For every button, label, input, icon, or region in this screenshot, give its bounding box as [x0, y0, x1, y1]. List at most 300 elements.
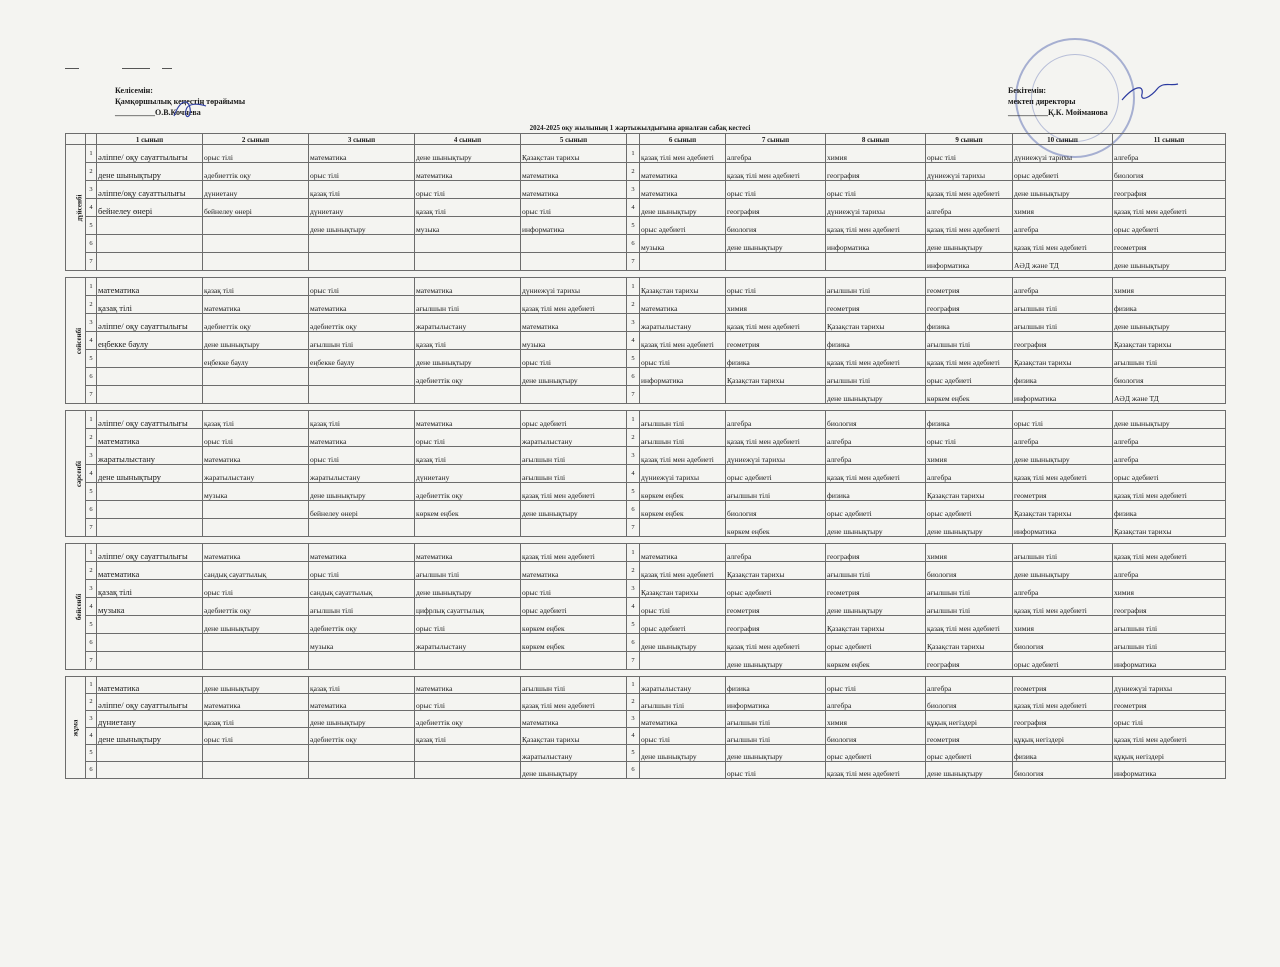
subject-cell: әдебиеттік оқу	[309, 314, 415, 332]
subject-cell	[521, 519, 627, 537]
separator-cell	[521, 670, 627, 677]
separator-cell	[1013, 670, 1113, 677]
table-row	[66, 411, 1226, 429]
day-separator	[66, 404, 1226, 411]
subject-cell: орыс әдебиеті	[521, 598, 627, 616]
table-row	[66, 332, 1226, 350]
table-row	[66, 145, 1226, 163]
subject-cell: ағылшын тілі	[726, 711, 826, 728]
lesson-number: 2	[627, 296, 640, 314]
subject-cell	[97, 519, 203, 537]
subject-cell: ағылшын тілі	[521, 447, 627, 465]
subject-cell: қазақ тілі мен әдебиеті	[1013, 235, 1113, 253]
subject-cell: алгебра	[826, 447, 926, 465]
subject-cell: химия	[1113, 580, 1226, 598]
subject-cell	[521, 652, 627, 670]
subject-cell: қазақ тілі мен әдебиеті	[1113, 544, 1226, 562]
subject-cell: география	[826, 163, 926, 181]
subject-cell: орыс тілі	[415, 616, 521, 634]
lesson-number: 2	[86, 163, 97, 181]
subject-cell: дене шынықтыру	[97, 163, 203, 181]
lesson-number: 6	[627, 762, 640, 779]
approval-right	[1008, 85, 1108, 118]
subject-cell: алгебра	[1013, 429, 1113, 447]
table-row	[66, 580, 1226, 598]
separator-cell	[97, 670, 203, 677]
subject-cell	[415, 519, 521, 537]
lesson-number: 6	[627, 368, 640, 386]
subject-cell: құқық негіздері	[1113, 745, 1226, 762]
subject-cell: биология	[726, 501, 826, 519]
subject-cell: көркем еңбек	[415, 501, 521, 519]
lesson-number: 3	[86, 711, 97, 728]
table-row	[66, 762, 1226, 779]
subject-cell: дене шынықтыру	[309, 217, 415, 235]
subject-cell: орыс әдебиеті	[926, 501, 1013, 519]
lesson-number: 2	[627, 163, 640, 181]
subject-cell: математика	[97, 677, 203, 694]
subject-cell: орыс тілі	[521, 199, 627, 217]
table-row	[66, 386, 1226, 404]
lesson-number: 4	[627, 465, 640, 483]
separator-cell	[926, 404, 1013, 411]
subject-cell: жаратылыстану	[309, 465, 415, 483]
subject-cell: математика	[521, 181, 627, 199]
subject-cell	[203, 652, 309, 670]
subject-cell: алгебра	[1113, 562, 1226, 580]
subject-cell: алгебра	[1013, 278, 1113, 296]
subject-cell: Қазақстан тарихы	[926, 634, 1013, 652]
lesson-number: 6	[627, 501, 640, 519]
subject-cell: биология	[826, 411, 926, 429]
separator-cell	[926, 537, 1013, 544]
lesson-number: 7	[86, 253, 97, 271]
subject-cell: дене шынықтыру	[415, 580, 521, 598]
subject-cell: биология	[926, 694, 1013, 711]
day-name: жұма	[71, 719, 80, 736]
table-row	[66, 634, 1226, 652]
table-row	[66, 711, 1226, 728]
subject-cell: дене шынықтыру	[309, 711, 415, 728]
lesson-number: 3	[86, 580, 97, 598]
subject-cell: қазақ тілі мен әдебиеті	[521, 544, 627, 562]
subject-cell: Қазақстан тарихы	[826, 616, 926, 634]
subject-cell	[97, 483, 203, 501]
separator-cell	[309, 271, 415, 278]
subject-cell: дүниетану	[97, 711, 203, 728]
subject-cell: ағылшын тілі	[1013, 296, 1113, 314]
subject-cell: әдебиеттік оқу	[415, 711, 521, 728]
separator-cell	[726, 271, 826, 278]
subject-cell: Қазақстан тарихы	[640, 278, 726, 296]
separator-cell	[415, 404, 521, 411]
subject-cell: геометрия	[1113, 235, 1226, 253]
lesson-number: 4	[86, 728, 97, 745]
table-row	[66, 217, 1226, 235]
subject-cell	[203, 745, 309, 762]
subject-cell	[97, 762, 203, 779]
subject-cell: информатика	[1113, 652, 1226, 670]
subject-cell: орыс әдебиеті	[826, 745, 926, 762]
subject-cell: орыс әдебиеті	[1013, 652, 1113, 670]
subject-cell: дене шынықтыру	[640, 745, 726, 762]
separator-cell	[86, 537, 97, 544]
separator-cell	[1113, 271, 1226, 278]
subject-cell: орыс тілі	[1013, 411, 1113, 429]
subject-cell: Қазақстан тарихы	[726, 368, 826, 386]
separator-cell	[521, 537, 627, 544]
subject-cell: химия	[726, 296, 826, 314]
separator-cell	[627, 271, 640, 278]
subject-cell: қазақ тілі мен әдебиеті	[640, 145, 726, 163]
subject-cell: қазақ тілі мен әдебиеті	[1113, 483, 1226, 501]
subject-cell: орыс тілі	[521, 580, 627, 598]
subject-cell: қазақ тілі мен әдебиеті	[1113, 199, 1226, 217]
approval-left-line2: Қамқоршылық кеңестің төрайымы	[115, 97, 246, 106]
subject-cell: алгебра	[1013, 580, 1113, 598]
subject-cell: химия	[826, 711, 926, 728]
table-row	[66, 350, 1226, 368]
subject-cell	[97, 745, 203, 762]
lesson-number: 4	[86, 598, 97, 616]
header-row	[66, 134, 1226, 145]
separator-cell	[826, 670, 926, 677]
subject-cell: бейнелеу өнері	[97, 199, 203, 217]
subject-cell: қазақ тілі мен әдебиеті	[521, 694, 627, 711]
lesson-number: 5	[86, 350, 97, 368]
subject-cell: сандық сауаттылық	[309, 580, 415, 598]
subject-cell: дене шынықтыру	[726, 745, 826, 762]
lesson-number: 1	[627, 677, 640, 694]
subject-cell: математика	[203, 447, 309, 465]
subject-cell: география	[1013, 332, 1113, 350]
subject-cell: Қазақстан тарихы	[640, 580, 726, 598]
subject-cell: орыс тілі	[926, 429, 1013, 447]
subject-cell: дене шынықтыру	[309, 483, 415, 501]
subject-cell: қазақ тілі мен әдебиеті	[640, 562, 726, 580]
subject-cell: әліппе/ оқу сауаттылығы	[97, 314, 203, 332]
subject-cell: қазақ тілі	[203, 278, 309, 296]
lesson-number: 6	[86, 235, 97, 253]
subject-cell	[309, 386, 415, 404]
lesson-number: 5	[86, 483, 97, 501]
separator-cell	[203, 404, 309, 411]
subject-cell: орыс тілі	[203, 145, 309, 163]
subject-cell: еңбекке баулу	[309, 350, 415, 368]
subject-cell: Қазақстан тарихы	[826, 314, 926, 332]
subject-cell: алгебра	[826, 429, 926, 447]
subject-cell: геометрия	[926, 728, 1013, 745]
subject-cell: дене шынықтыру	[415, 145, 521, 163]
subject-cell: информатика	[521, 217, 627, 235]
subject-cell: қазақ тілі мен әдебиеті	[1013, 694, 1113, 711]
subject-cell: ағылшын тілі	[640, 694, 726, 711]
subject-cell: Қазақстан тарихы	[521, 145, 627, 163]
separator-cell	[640, 537, 726, 544]
subject-cell: қазақ тілі мен әдебиеті	[726, 429, 826, 447]
subject-cell: орыс тілі	[415, 181, 521, 199]
approval-right-line3: __________Қ.К. Мойманова	[1008, 108, 1108, 117]
subject-cell: жаратылыстану	[521, 745, 627, 762]
separator-cell	[826, 404, 926, 411]
subject-cell: математика	[521, 314, 627, 332]
subject-cell: орыс тілі	[309, 278, 415, 296]
subject-cell: математика	[521, 562, 627, 580]
subject-cell	[97, 634, 203, 652]
col-header: 10 сынып	[1013, 134, 1113, 145]
subject-cell	[309, 235, 415, 253]
subject-cell	[309, 368, 415, 386]
subject-cell: география	[826, 544, 926, 562]
subject-cell: геометрия	[1113, 694, 1226, 711]
lesson-number: 2	[86, 296, 97, 314]
col-header	[627, 134, 640, 145]
subject-cell	[415, 235, 521, 253]
separator-cell	[627, 537, 640, 544]
subject-cell: қазақ тілі мен әдебиеті	[826, 762, 926, 779]
lesson-number: 1	[86, 145, 97, 163]
separator-cell	[726, 537, 826, 544]
approval-left-line1: Келісемін:	[115, 86, 153, 95]
subject-cell	[726, 253, 826, 271]
separator-cell	[203, 271, 309, 278]
lesson-number: 3	[627, 580, 640, 598]
subject-cell: бейнелеу өнері	[203, 199, 309, 217]
subject-cell	[415, 745, 521, 762]
subject-cell: геометрия	[826, 296, 926, 314]
subject-cell: дүниетану	[309, 199, 415, 217]
subject-cell: қазақ тілі	[415, 199, 521, 217]
subject-cell: қазақ тілі	[415, 447, 521, 465]
subject-cell: биология	[926, 562, 1013, 580]
subject-cell: музыка	[521, 332, 627, 350]
subject-cell: математика	[203, 694, 309, 711]
day-separator	[66, 271, 1226, 278]
lesson-number: 3	[86, 181, 97, 199]
day-name: сәрсенбі	[74, 460, 83, 487]
lesson-number: 6	[86, 501, 97, 519]
subject-cell: ағылшын тілі	[826, 278, 926, 296]
subject-cell: математика	[309, 296, 415, 314]
lesson-number: 5	[627, 745, 640, 762]
lesson-number: 5	[627, 350, 640, 368]
subject-cell: физика	[926, 314, 1013, 332]
separator-cell	[97, 537, 203, 544]
subject-cell: көркем еңбек	[640, 501, 726, 519]
table-row	[66, 429, 1226, 447]
subject-cell: қазақ тілі	[203, 411, 309, 429]
subject-cell: қазақ тілі мен әдебиеті	[1113, 728, 1226, 745]
subject-cell: математика	[309, 429, 415, 447]
subject-cell: қазақ тілі мен әдебиеті	[926, 217, 1013, 235]
subject-cell: орыс әдебиеті	[1113, 217, 1226, 235]
table-row	[66, 181, 1226, 199]
subject-cell: дене шынықтыру	[1013, 181, 1113, 199]
subject-cell: дүниежүзі тарихы	[726, 447, 826, 465]
subject-cell	[97, 652, 203, 670]
subject-cell	[726, 386, 826, 404]
day-name: сейсенбі	[75, 327, 84, 354]
separator-cell	[826, 271, 926, 278]
subject-cell: орыс әдебиеті	[926, 745, 1013, 762]
subject-cell: ағылшын тілі	[521, 465, 627, 483]
subject-cell	[309, 652, 415, 670]
subject-cell: математика	[415, 677, 521, 694]
separator-cell	[1013, 271, 1113, 278]
subject-cell: физика	[826, 483, 926, 501]
separator-cell	[66, 404, 86, 411]
subject-cell: әліппе/ оқу сауаттылығы	[97, 411, 203, 429]
subject-cell: математика	[640, 163, 726, 181]
subject-cell	[97, 368, 203, 386]
subject-cell: орыс әдебиеті	[1113, 465, 1226, 483]
day-name: бейсенбі	[75, 593, 84, 620]
col-header: 8 сынып	[826, 134, 926, 145]
subject-cell: орыс әдебиеті	[726, 580, 826, 598]
lesson-number: 7	[627, 519, 640, 537]
subject-cell: ағылшын тілі	[1113, 350, 1226, 368]
subject-cell: ағылшын тілі	[521, 677, 627, 694]
table-row	[66, 483, 1226, 501]
lesson-number: 6	[86, 634, 97, 652]
subject-cell: физика	[1013, 745, 1113, 762]
lesson-number: 3	[627, 447, 640, 465]
subject-cell: орыс әдебиеті	[640, 217, 726, 235]
subject-cell: дүниежүзі тарихы	[1013, 145, 1113, 163]
lesson-number: 7	[627, 652, 640, 670]
lesson-number: 3	[627, 711, 640, 728]
table-row	[66, 465, 1226, 483]
subject-cell: информатика	[1013, 519, 1113, 537]
subject-cell: математика	[521, 163, 627, 181]
subject-cell: ағылшын тілі	[726, 728, 826, 745]
subject-cell: биология	[1113, 368, 1226, 386]
subject-cell: дүниежүзі тарихы	[1113, 677, 1226, 694]
lesson-number: 2	[86, 429, 97, 447]
lesson-number: 1	[86, 677, 97, 694]
subject-cell: география	[726, 616, 826, 634]
subject-cell: дене шынықтыру	[640, 199, 726, 217]
lesson-number: 4	[627, 598, 640, 616]
table-row	[66, 544, 1226, 562]
lesson-number: 2	[86, 694, 97, 711]
subject-cell: орыс тілі	[203, 580, 309, 598]
lesson-number: 1	[86, 544, 97, 562]
schedule-table	[65, 133, 1226, 779]
col-header: 1 сынып	[97, 134, 203, 145]
subject-cell: құқық негіздері	[926, 711, 1013, 728]
subject-cell: математика	[309, 145, 415, 163]
subject-cell: орыс тілі	[309, 163, 415, 181]
separator-cell	[640, 271, 726, 278]
subject-cell: қазақ тілі	[415, 332, 521, 350]
lesson-number: 7	[86, 519, 97, 537]
subject-cell	[640, 253, 726, 271]
approval-right-line2: мектеп директоры	[1008, 97, 1076, 106]
subject-cell: көркем еңбек	[521, 634, 627, 652]
subject-cell: ағылшын тілі	[640, 429, 726, 447]
subject-cell: қазақ тілі	[309, 677, 415, 694]
subject-cell: орыс әдебиеті	[1013, 163, 1113, 181]
subject-cell: химия	[1113, 278, 1226, 296]
subject-cell: орыс әдебиеті	[726, 465, 826, 483]
lesson-number: 4	[627, 199, 640, 217]
subject-cell	[415, 253, 521, 271]
subject-cell: физика	[726, 350, 826, 368]
separator-cell	[826, 537, 926, 544]
subject-cell: дене шынықтыру	[1013, 447, 1113, 465]
lesson-number: 5	[627, 483, 640, 501]
subject-cell: алгебра	[726, 145, 826, 163]
subject-cell: физика	[926, 411, 1013, 429]
separator-cell	[1013, 537, 1113, 544]
col-header: 11 сынып	[1113, 134, 1226, 145]
lesson-number: 2	[627, 429, 640, 447]
subject-cell: дене шынықтыру	[521, 368, 627, 386]
table-row	[66, 163, 1226, 181]
subject-cell: орыс әдебиеті	[826, 634, 926, 652]
subject-cell: Қазақстан тарихы	[926, 483, 1013, 501]
subject-cell: көркем еңбек	[521, 616, 627, 634]
subject-cell: химия	[1013, 616, 1113, 634]
subject-cell: математика	[97, 278, 203, 296]
subject-cell: дене шынықтыру	[203, 616, 309, 634]
subject-cell: геометрия	[1013, 677, 1113, 694]
subject-cell: әдебиеттік оқу	[203, 598, 309, 616]
subject-cell: биология	[726, 217, 826, 235]
subject-cell: қазақ тілі мен әдебиеті	[926, 616, 1013, 634]
lesson-number: 6	[627, 235, 640, 253]
subject-cell: физика	[1113, 296, 1226, 314]
subject-cell: орыс әдебиеті	[826, 501, 926, 519]
subject-cell: қазақ тілі	[203, 711, 309, 728]
subject-cell: ағылшын тілі	[826, 368, 926, 386]
subject-cell: дене шынықтыру	[926, 519, 1013, 537]
separator-cell	[627, 404, 640, 411]
subject-cell: география	[926, 296, 1013, 314]
subject-cell: ағылшын тілі	[726, 483, 826, 501]
subject-cell: дене шынықтыру	[521, 762, 627, 779]
subject-cell: география	[1113, 181, 1226, 199]
subject-cell: математика	[640, 544, 726, 562]
subject-cell	[415, 386, 521, 404]
lesson-number: 7	[86, 386, 97, 404]
col-header: 5 сынып	[521, 134, 627, 145]
signature-right	[1120, 80, 1180, 106]
day-separator	[66, 537, 1226, 544]
subject-cell: еңбекке баулу	[203, 350, 309, 368]
day-name: дүйсенбі	[75, 194, 84, 221]
subject-cell: орыс тілі	[203, 728, 309, 745]
table-row	[66, 278, 1226, 296]
subject-cell: химия	[1013, 199, 1113, 217]
subject-cell	[97, 386, 203, 404]
subject-cell	[309, 745, 415, 762]
subject-cell: орыс тілі	[309, 562, 415, 580]
subject-cell	[640, 762, 726, 779]
separator-cell	[415, 271, 521, 278]
lesson-number: 4	[86, 332, 97, 350]
subject-cell: АӘД және ТД	[1013, 253, 1113, 271]
separator-cell	[97, 271, 203, 278]
subject-cell	[97, 235, 203, 253]
subject-cell: жаратылыстану	[203, 465, 309, 483]
subject-cell	[309, 762, 415, 779]
subject-cell: математика	[415, 544, 521, 562]
subject-cell: математика	[203, 544, 309, 562]
top-mark	[122, 68, 150, 69]
subject-cell: химия	[926, 544, 1013, 562]
